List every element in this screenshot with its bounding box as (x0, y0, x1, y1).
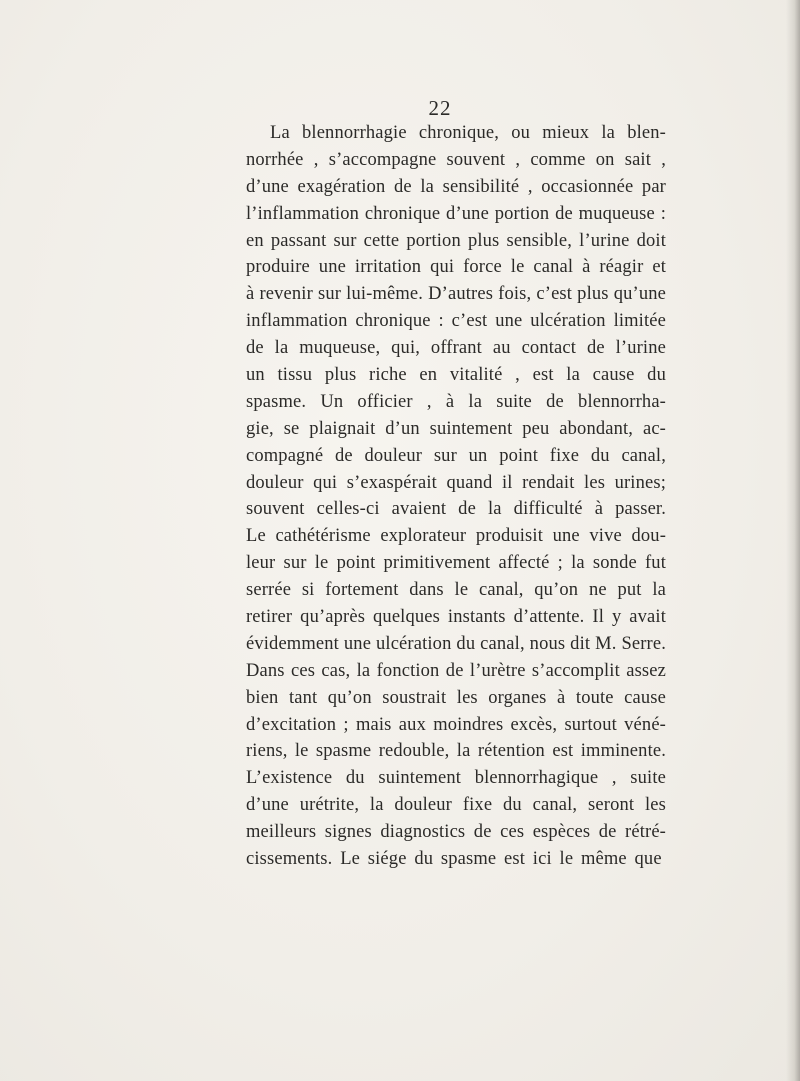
text-line: évidemment une ulcération du canal, nous dit M. Serre. (246, 633, 666, 654)
text-line: retirer qu’après quelques instants d’attente. Il y avait (246, 607, 666, 628)
text-line: d’une urétrite, la douleur fixe du canal, seront les (246, 795, 666, 816)
text-line: d’une exagération de la sensibilité , occasionnée par (246, 176, 666, 197)
text-line: gie, se plaignait d’un suintement peu abondant, ac- (246, 418, 666, 439)
text-line: Le cathétérisme explorateur produisit une vive dou- (246, 526, 666, 547)
text-line: meilleurs signes diagnostics de ces espèces de rétré- (246, 822, 666, 843)
text-line: de la muqueuse, qui, offrant au contact de l’urine (246, 338, 666, 359)
body-text (246, 120, 666, 873)
text-line: produire une irritation qui force le canal à réagir et (246, 257, 666, 278)
text-line: spasme. Un officier , à la suite de blennorrha- (246, 391, 666, 412)
text-line: d’excitation ; mais aux moindres excès, surtout véné- (246, 714, 666, 735)
text-line: cissements. Le siége du spasme est ici le même que (246, 849, 662, 870)
text-line: un tissu plus riche en vitalité , est la cause du (246, 365, 666, 386)
text-line: serrée si fortement dans le canal, qu’on ne put la (246, 580, 666, 601)
text-line: Dans ces cas, la fonction de l’urètre s’accomplit assez (246, 660, 666, 681)
text-line: l’inflammation chronique d’une portion de muqueuse : (246, 203, 666, 224)
text-line: norrhée , s’accompagne souvent , comme on sait , (246, 149, 666, 170)
text-line: inflammation chronique : c’est une ulcération limitée (246, 311, 666, 332)
text-line: en passant sur cette portion plus sensible, l’urine doit (246, 230, 666, 251)
text-line: douleur qui s’exaspérait quand il rendait les urines; (246, 472, 666, 493)
text-line: souvent celles-ci avaient de la difficulté à passer. (246, 499, 666, 520)
page-edge-shadow (786, 0, 800, 1081)
text-line: à revenir sur lui-même. D’autres fois, c’est plus qu’une (246, 284, 666, 305)
text-line: leur sur le point primitivement affecté ; la sonde fut (246, 553, 666, 574)
text-line: La blennorrhagie chronique, ou mieux la blen- (270, 123, 666, 143)
text-line: compagné de douleur sur un point fixe du canal, (246, 445, 666, 466)
text-line: riens, le spasme redouble, la rétention est imminente. (246, 741, 666, 762)
text-line: bien tant qu’on soustrait les organes à toute cause (246, 687, 666, 708)
page-number: 22 (428, 96, 452, 120)
text-line: L’existence du suintement blennorrhagique , suite (246, 768, 666, 789)
